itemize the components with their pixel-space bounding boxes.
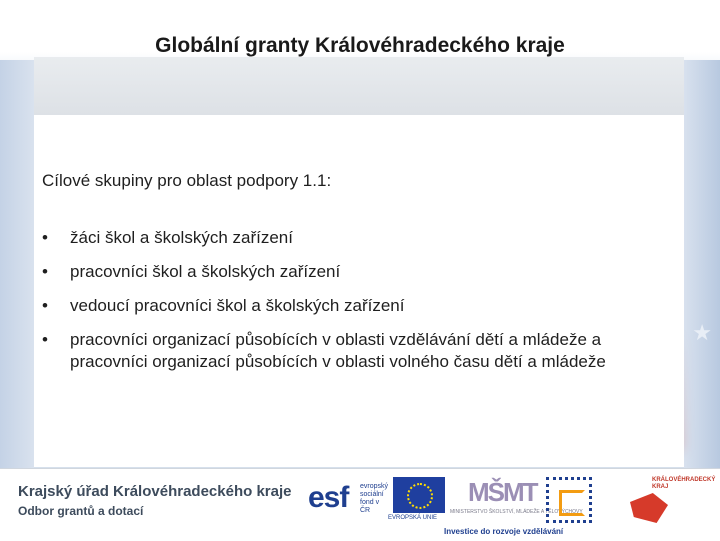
eu-flag-icon xyxy=(393,477,445,513)
investment-slogan: Investice do rozvoje vzdělávání xyxy=(444,527,564,536)
bullet-icon: • xyxy=(42,228,48,247)
bullet-icon: • xyxy=(42,262,48,281)
target-group-list xyxy=(42,227,682,385)
office-name-line1: Krajský úřad Královéhradeckého kraje xyxy=(18,483,292,500)
region-emblem-icon xyxy=(630,493,668,523)
list-item xyxy=(42,227,682,249)
list-item-text: vedoucí pracovníci škol a školských zařízení xyxy=(70,296,405,315)
list-item xyxy=(42,295,682,317)
list-item-text: pracovníci škol a školských zařízení xyxy=(70,262,341,281)
office-name xyxy=(18,483,291,518)
esf-logo xyxy=(308,477,390,521)
esf-logo-caption: evropský sociální fond v ČR xyxy=(360,483,389,514)
list-item-text: pracovníci organizací působících v oblasti vzdělávání dětí a mládeže a pracovníci organizací působících v oblasti volného času dětí a mládeže xyxy=(70,330,606,371)
left-decor-stripe xyxy=(0,60,34,470)
star-icon: ★ xyxy=(692,320,712,345)
msmt-logo-caption: MINISTERSTVO ŠKOLSTVÍ, MLÁDEŽE A TĚLOVÝCHOVY xyxy=(450,509,583,515)
right-decor-stripe xyxy=(684,60,720,470)
msmt-logo: MŠMT xyxy=(468,477,537,507)
content-panel xyxy=(34,115,684,467)
list-item-text: žáci škol a školských zařízení xyxy=(70,228,293,247)
header-band xyxy=(34,57,684,115)
eu-logo-caption: EVROPSKÁ UNIE xyxy=(388,515,438,521)
region-logo xyxy=(622,475,716,531)
slide-title: Globální granty Královéhradeckého kraje xyxy=(155,34,565,57)
esf-logo-word: esf xyxy=(308,481,349,514)
section-subtitle: Cílové skupiny pro oblast podpory 1.1: xyxy=(42,171,332,190)
footer-logo-bar xyxy=(0,468,720,541)
op-programme-logo-icon xyxy=(546,477,592,523)
region-logo-caption: KRÁLOVÉHRADECKÝ KRAJ xyxy=(652,477,716,490)
list-item xyxy=(42,261,682,283)
bullet-icon: • xyxy=(42,330,48,349)
office-name-line2: Odbor grantů a dotací xyxy=(18,504,144,518)
list-item xyxy=(42,329,682,373)
bullet-icon: • xyxy=(42,296,48,315)
